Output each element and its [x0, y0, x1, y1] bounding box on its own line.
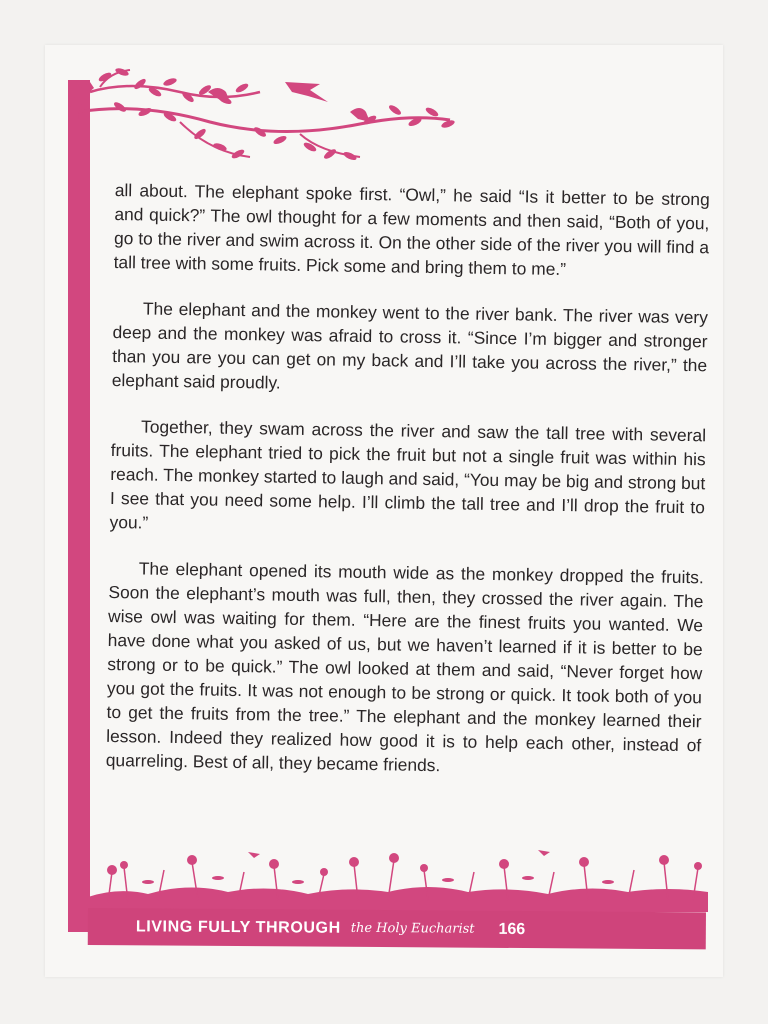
- left-border-bar: [68, 80, 90, 932]
- footer-bar: [88, 908, 706, 949]
- paragraph-1: all about. The elephant spoke first. “Owl,” he said “Is it better to be strong and quick?” The owl thought for a few moments and then said, “Both of you, go to the river and swim across it. On the other side of the river you will find a tall tree with some fruits. Pick some and bring them to me.”: [113, 179, 710, 280]
- bird-icon: [208, 82, 370, 122]
- page-number: 166: [498, 920, 526, 938]
- tree-branch-icon: [60, 62, 460, 182]
- book-subtitle: the Holy Eucharist: [350, 920, 475, 937]
- paragraph-3: Together, they swam across the river and saw the tall tree with several fruits. The elephant tried to pick the fruit but not a single fruit was within his reach. The monkey started to laugh and said, “You may be big and strong but I see that you need some help. I’ll climb the tall tree and I’ll drop the fruit to you.”: [109, 416, 707, 533]
- paragraph-2: The elephant and the monkey went to the river bank. The river was very deep and the monkey was afraid to cross it. “Since I’m bigger and stronger than you are you can get on my back and I’ll take you across the river,” the elephant said proudly.: [111, 298, 709, 393]
- paragraph-4: The elephant opened its mouth wide as the monkey dropped the fruits. Soon the elephant’s mouth was full, then, they crossed the river again. The wise owl was waiting for them. “Here are the finest fruits you wanted. We have done what you asked of us, but we haven’t learned if it is better to be strong or to be quick.” The owl looked at them and said, “Never forget how you got the fruits. It was not enough to be strong or quick. It took both of you to get the fruits from the tree.” The elephant and the monkey learned their lesson. Indeed they realized how good it is to help each other, instead of quarreling. Best of all, they became friends.: [105, 558, 704, 776]
- story-text: [105, 178, 710, 803]
- book-title: LIVING FULLY THROUGH: [135, 917, 341, 937]
- grass-flowers-icon: [88, 842, 708, 912]
